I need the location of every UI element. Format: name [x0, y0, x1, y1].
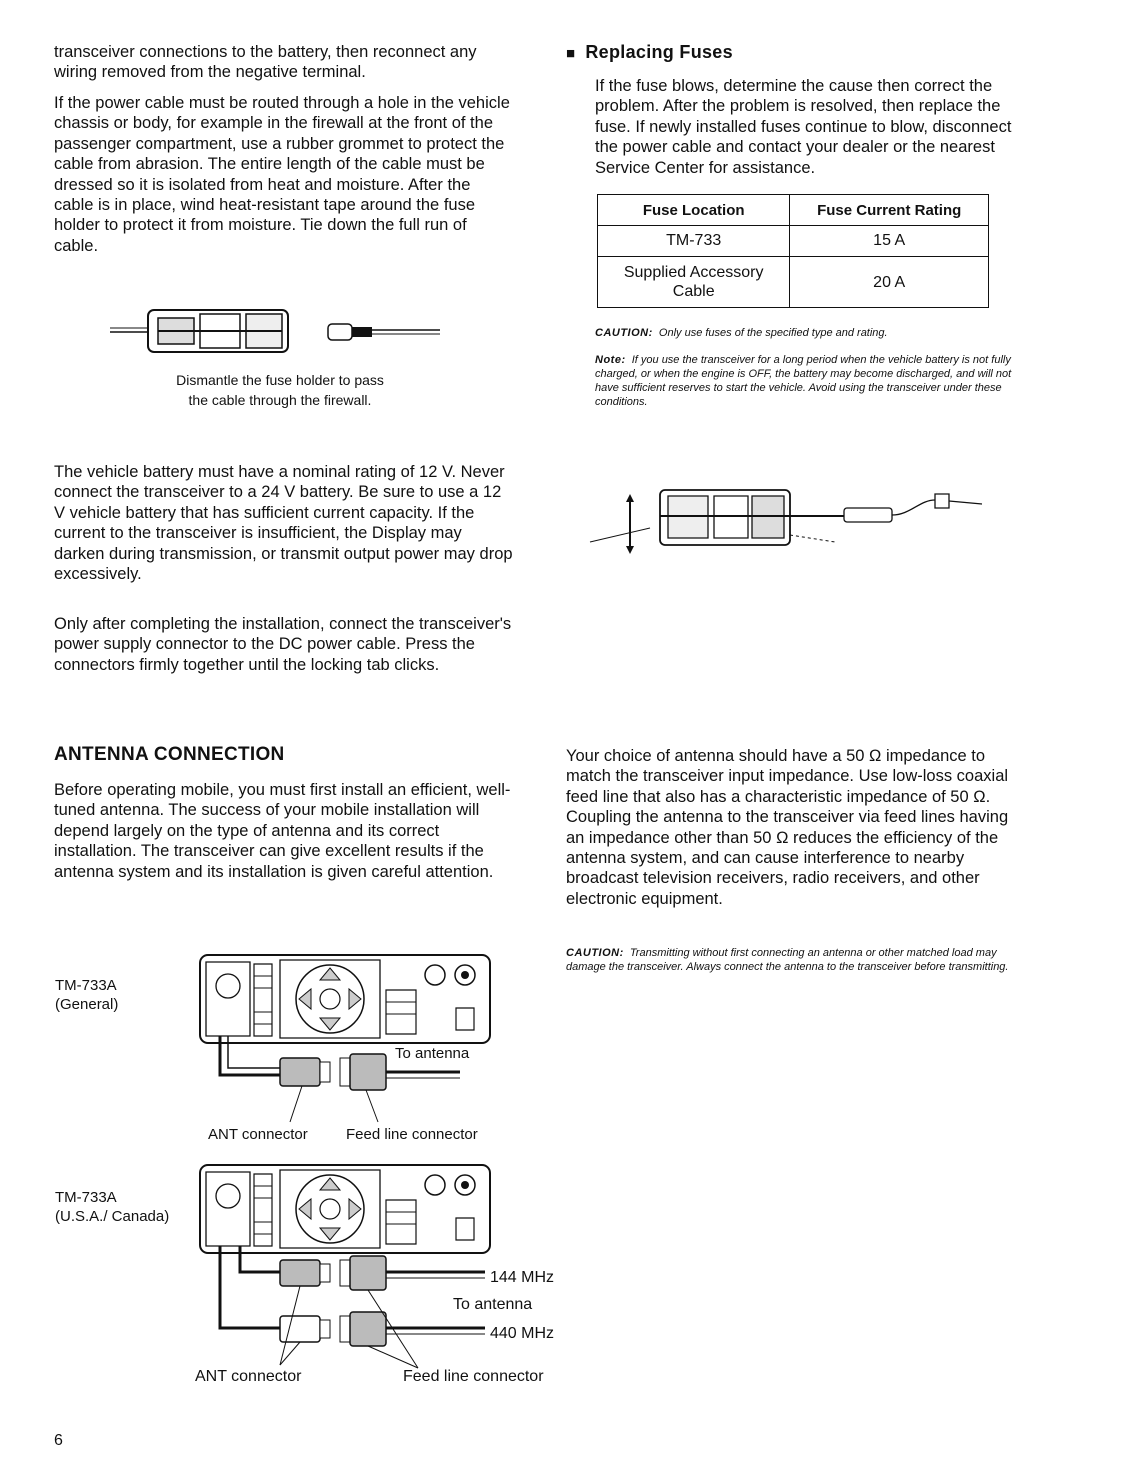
table-row	[598, 257, 989, 308]
usa-radio-diagram	[180, 1160, 500, 1375]
model-name: TM-733A	[55, 1189, 117, 1206]
caution-label: CAUTION:	[595, 327, 653, 339]
general-feed-connector: Feed line connector	[346, 1126, 478, 1143]
fuse-table-header	[598, 195, 989, 226]
left-paragraph-1: transceiver connections to the battery, then reconnect any wiring removed from the negative terminal.	[54, 43, 477, 82]
usa-to-antenna: To antenna	[453, 1296, 533, 1313]
table-row	[598, 226, 989, 257]
usa-model-label	[55, 1188, 169, 1226]
fuse-rating-cell: 20 A	[790, 257, 989, 308]
fuses-paragraph: If the fuse blows, determine the cause then correct the problem. After the problem is resolved, then replace the fuse. If newly installed fuses continue to blow, disconnect the power cable and contact your dealer or the nearest Service Center for assistance.	[595, 77, 1012, 177]
usa-ant-connector: ANT connector	[195, 1368, 302, 1385]
fuses-heading-text: Replacing Fuses	[585, 42, 733, 62]
location-line-1: Supplied Accessory	[623, 264, 764, 281]
general-model-label	[55, 976, 118, 1014]
general-ant-connector: ANT connector	[208, 1126, 308, 1143]
antenna-paragraph-1: Before operating mobile, you must first install an efficient, well-tuned antenna. The success of your mobile installation will depend largely on the type of antenna and its correct installation. The transceiver can give excellent results if the antenna system and its installation is given careful attention.	[54, 781, 511, 881]
fuse-note	[595, 353, 1025, 409]
location-line-2: Cable	[672, 283, 715, 300]
col-fuse-rating: Fuse Current Rating	[790, 195, 989, 226]
fuse-holder-figure	[110, 300, 450, 365]
firewall-fuse-figure	[590, 480, 990, 560]
fuse-caution	[595, 326, 1025, 340]
left-paragraph-3: The vehicle battery must have a nominal rating of 12 V. Never connect the transceiver to a 24 V battery. Be sure to use a 12 V vehicle battery that has sufficient current capacity. If the current to the transceiver is insufficient, the Display may darken during transmission, or transmit output power may drop excessively.	[54, 463, 513, 584]
left-paragraph-4: Only after completing the installation, connect the transceiver's power supply connector to the DC power cable. Press the connectors firmly together until the locking tab clicks.	[54, 615, 512, 674]
general-to-antenna: To antenna	[395, 1045, 470, 1062]
antenna-paragraph-2: Your choice of antenna should have a 50 Ω impedance to match the transceiver input impedance. Use low-loss coaxial feed line that also has a characteristic impedance of 50 Ω. Coupling the antenna to the transceiver via feed lines having an impedance other than 50 Ω reduces the efficiency of the antenna system, and can cause interference to nearby broadcast television receivers, radio receivers, and other electronic equipment.	[566, 747, 1009, 908]
note-text: If you use the transceiver for a long period when the vehicle battery is not fully charged, or when the engine is OFF, the battery may become discharged, and will not have sufficient reserves to start the vehicle. Avoid using the transceiver under these conditions.	[595, 354, 1012, 408]
fuse-holder-caption	[110, 370, 450, 410]
page-number: 6	[54, 1432, 63, 1449]
caution-text: Transmitting without first connecting an antenna or other matched load may damage the transceiver. Always connect the antenna to the transceiver before transmitting.	[566, 947, 1009, 973]
fuse-location-cell: TM-733	[598, 226, 790, 257]
caption-line-1: Dismantle the fuse holder to pass	[176, 372, 384, 388]
antenna-heading: ANTENNA CONNECTION	[54, 744, 285, 765]
usa-feed-connector: Feed line connector	[403, 1368, 544, 1385]
fuse-location-cell	[598, 257, 790, 308]
left-paragraph-2: If the power cable must be routed through a hole in the vehicle chassis or body, for example in the firewall at the front of the passenger compartment, use a rubber grommet to protect the cable from abrasion. The entire length of the cable must be dressed so it is isolated from heat and moisture. After the cable is in place, wind heat-resistant tape around the fuse holder to protect it from moisture. Tie down the full run of cable.	[54, 94, 510, 255]
model-variant: (U.S.A./ Canada)	[55, 1208, 170, 1225]
fuses-heading	[566, 42, 733, 63]
caution-label: CAUTION:	[566, 947, 624, 959]
caution-text: Only use fuses of the specified type and rating.	[658, 327, 888, 339]
general-radio-diagram	[180, 950, 500, 1100]
usa-freq-144: 144 MHz	[490, 1269, 555, 1286]
note-label: Note:	[595, 354, 626, 366]
model-variant: (General)	[55, 996, 119, 1013]
caption-line-2: the cable through the firewall.	[188, 392, 372, 408]
usa-freq-440: 440 MHz	[490, 1325, 555, 1342]
fuse-rating-cell: 15 A	[790, 226, 989, 257]
bullet-icon: ■	[566, 45, 576, 62]
antenna-caution	[566, 946, 1026, 974]
col-fuse-location: Fuse Location	[598, 195, 790, 226]
fuse-table	[597, 194, 989, 308]
model-name: TM-733A	[55, 977, 117, 994]
